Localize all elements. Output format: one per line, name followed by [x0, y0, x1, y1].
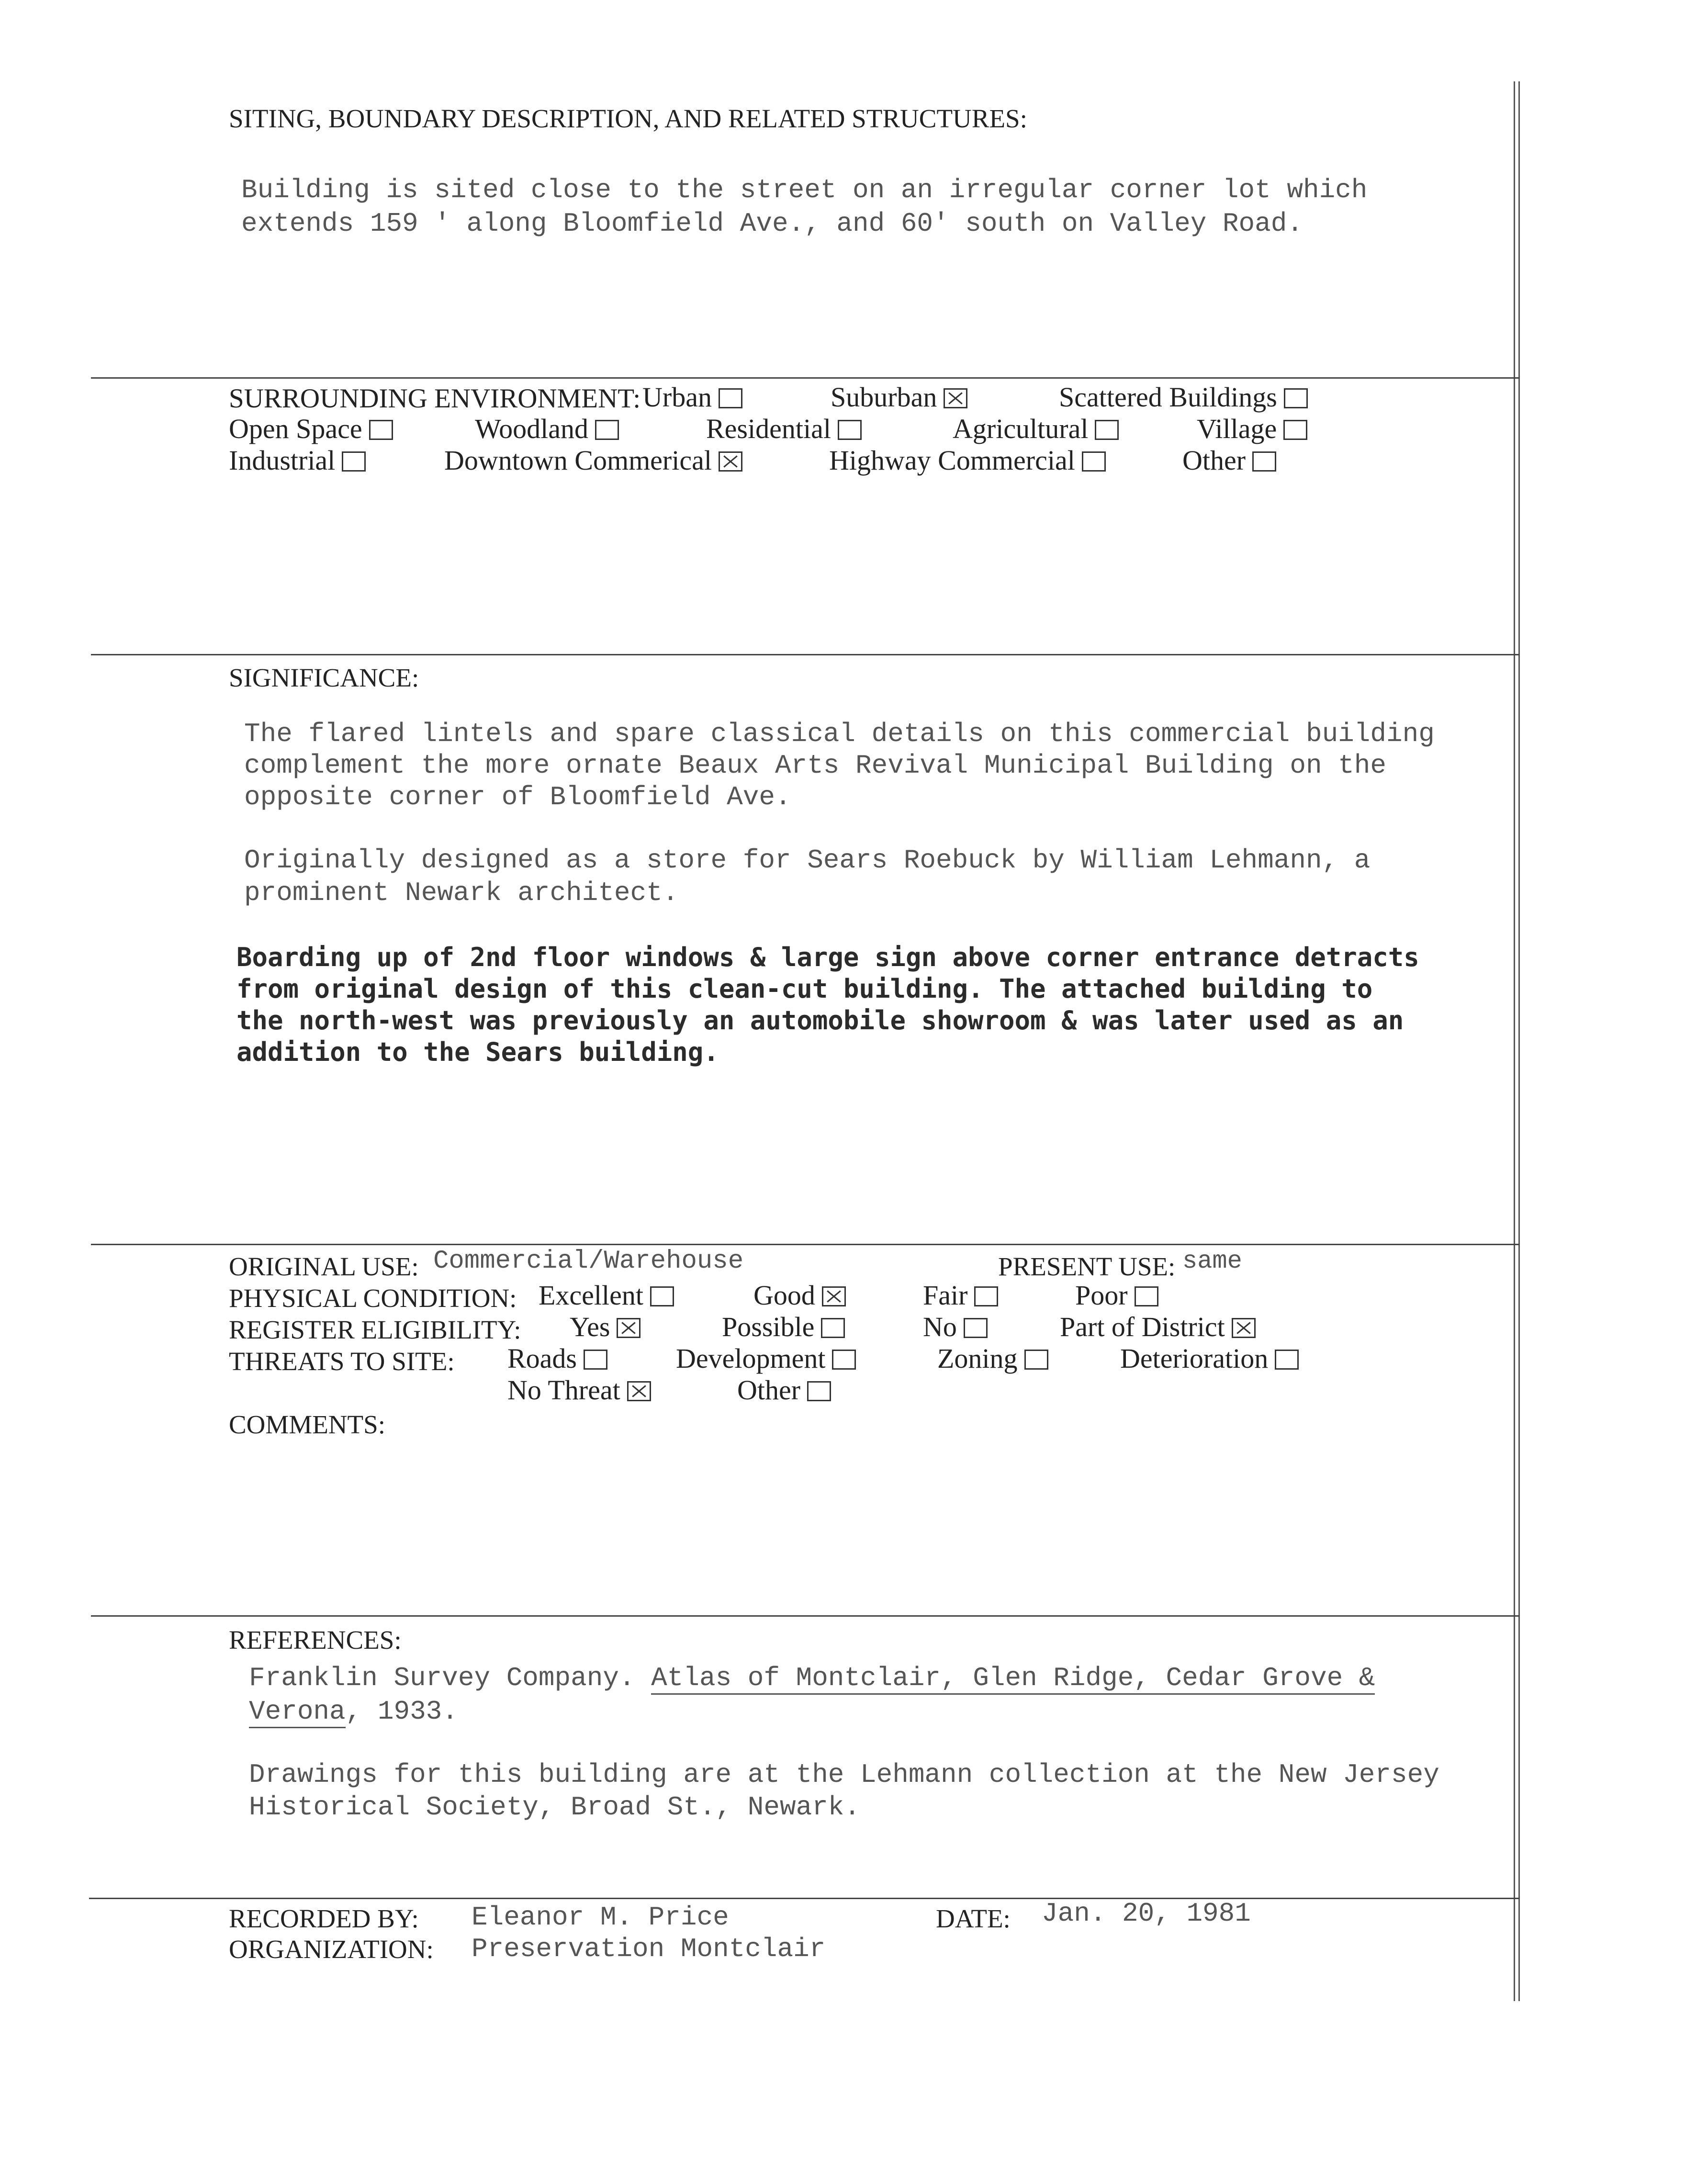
- section-divider: [89, 1898, 1519, 1899]
- checkbox-checked[interactable]: [1232, 1318, 1256, 1338]
- section-divider: [91, 1244, 1519, 1245]
- checkbox[interactable]: [1284, 388, 1308, 408]
- register-option-possible[interactable]: Possible: [722, 1311, 845, 1343]
- threat-option-zoning[interactable]: Zoning: [937, 1342, 1048, 1374]
- date-value: Jan. 20, 1981: [1042, 1898, 1251, 1929]
- condition-option-poor[interactable]: Poor: [1075, 1279, 1158, 1311]
- condition-option-excellent[interactable]: Excellent: [539, 1279, 674, 1311]
- checkbox[interactable]: [1024, 1350, 1048, 1370]
- env-option-village[interactable]: Village: [1197, 413, 1307, 445]
- section-divider: [91, 1615, 1519, 1617]
- significance-para3-line-1: Boarding up of 2nd floor windows & large sign above corner entrance detracts: [236, 942, 1419, 972]
- env-option-downtown-commercial[interactable]: Downtown Commerical: [444, 444, 742, 476]
- checkbox[interactable]: [1095, 420, 1119, 440]
- condition-option-fair[interactable]: Fair: [923, 1279, 998, 1311]
- checkbox-checked[interactable]: [627, 1381, 651, 1401]
- threat-option-deterioration[interactable]: Deterioration: [1120, 1342, 1299, 1374]
- reference-1-line-1: [249, 1661, 1375, 1695]
- checkbox[interactable]: [1135, 1286, 1158, 1306]
- reference-1-title-cont: Verona: [249, 1696, 346, 1728]
- original-use-label: ORIGINAL USE:: [229, 1252, 419, 1281]
- checkbox[interactable]: [1275, 1350, 1299, 1370]
- threat-option-no-threat[interactable]: No Threat: [507, 1374, 651, 1406]
- register-option-no[interactable]: No: [923, 1311, 988, 1343]
- checkbox-checked[interactable]: [822, 1286, 846, 1306]
- checkbox[interactable]: [584, 1350, 607, 1370]
- reference-2-line-2: Historical Society, Broad St., Newark.: [249, 1792, 861, 1823]
- present-use-label: PRESENT USE:: [998, 1252, 1176, 1281]
- section-divider: [91, 654, 1519, 655]
- recorded-by-label: RECORDED BY:: [229, 1904, 419, 1933]
- checkbox[interactable]: [1283, 420, 1307, 440]
- reference-1-line-2: [249, 1695, 458, 1728]
- right-border-line: [1514, 81, 1515, 2001]
- checkbox-checked[interactable]: [617, 1318, 640, 1338]
- env-option-highway-commercial[interactable]: Highway Commercial: [829, 444, 1106, 476]
- checkbox[interactable]: [821, 1318, 845, 1338]
- checkbox[interactable]: [719, 388, 742, 408]
- present-use-value: same: [1182, 1247, 1242, 1275]
- env-option-suburban[interactable]: Suburban: [831, 381, 967, 413]
- threats-label: THREATS TO SITE:: [229, 1347, 455, 1376]
- section-divider: [91, 377, 1519, 379]
- significance-para3-line-4: addition to the Sears building.: [236, 1037, 719, 1067]
- organization-value: Preservation Montclair: [472, 1934, 826, 1964]
- checkbox[interactable]: [807, 1381, 831, 1401]
- right-border-line-inner: [1518, 81, 1520, 2001]
- threat-option-development[interactable]: Development: [676, 1342, 856, 1374]
- env-option-woodland[interactable]: Woodland: [475, 413, 619, 445]
- checkbox[interactable]: [1082, 451, 1106, 472]
- checkbox[interactable]: [595, 420, 619, 440]
- register-option-part-of-district[interactable]: Part of District: [1060, 1311, 1256, 1343]
- date-label: DATE:: [936, 1904, 1011, 1933]
- siting-heading: SITING, BOUNDARY DESCRIPTION, AND RELATED STRUCTURES:: [229, 104, 1027, 133]
- env-option-other[interactable]: Other: [1182, 444, 1276, 476]
- environment-heading: SURROUNDING ENVIRONMENT:: [229, 383, 641, 414]
- physical-condition-label: PHYSICAL CONDITION:: [229, 1283, 517, 1313]
- significance-para1-line-1: The flared lintels and spare classical details on this commercial building: [244, 719, 1435, 749]
- checkbox[interactable]: [838, 420, 862, 440]
- register-eligibility-label: REGISTER ELIGIBILITY:: [229, 1315, 521, 1344]
- env-option-agricultural[interactable]: Agricultural: [953, 413, 1119, 445]
- threat-option-roads[interactable]: Roads: [507, 1342, 607, 1374]
- env-option-residential[interactable]: Residential: [706, 413, 862, 445]
- checkbox[interactable]: [974, 1286, 998, 1306]
- significance-para2-line-1: Originally designed as a store for Sears Roebuck by William Lehmann, a: [244, 845, 1371, 876]
- original-use-value: Commercial/Warehouse: [433, 1247, 744, 1276]
- siting-line-2: extends 159 ' along Bloomfield Ave., and 60' south on Valley Road.: [241, 208, 1303, 239]
- recorded-by-value: Eleanor M. Price: [472, 1902, 729, 1933]
- significance-para2-line-2: prominent Newark architect.: [244, 878, 679, 908]
- checkbox[interactable]: [964, 1318, 988, 1338]
- significance-para3-line-3: the north-west was previously an automobile showroom & was later used as an: [236, 1005, 1404, 1035]
- env-option-scattered-buildings[interactable]: Scattered Buildings: [1059, 381, 1308, 413]
- checkbox[interactable]: [832, 1350, 856, 1370]
- reference-1-year: , 1933.: [345, 1696, 458, 1727]
- comments-label: COMMENTS:: [229, 1410, 385, 1439]
- reference-2-line-1: Drawings for this building are at the Lehmann collection at the New Jersey: [249, 1759, 1439, 1790]
- organization-label: ORGANIZATION:: [229, 1935, 434, 1964]
- checkbox[interactable]: [1252, 451, 1276, 472]
- significance-heading: SIGNIFICANCE:: [229, 663, 419, 692]
- env-option-urban[interactable]: Urban: [642, 381, 742, 413]
- references-heading: REFERENCES:: [229, 1625, 402, 1655]
- threat-option-other[interactable]: Other: [737, 1374, 831, 1406]
- reference-1-author: Franklin Survey Company.: [249, 1663, 635, 1693]
- significance-para3-line-2: from original design of this clean-cut building. The attached building to: [236, 974, 1373, 1004]
- env-option-open-space[interactable]: Open Space: [229, 413, 393, 445]
- condition-option-good[interactable]: Good: [753, 1279, 846, 1311]
- register-option-yes[interactable]: Yes: [570, 1311, 640, 1343]
- checkbox[interactable]: [342, 451, 366, 472]
- checkbox-checked[interactable]: [944, 388, 967, 408]
- significance-para1-line-2: complement the more ornate Beaux Arts Revival Municipal Building on the: [244, 750, 1386, 781]
- checkbox[interactable]: [369, 420, 393, 440]
- significance-para1-line-3: opposite corner of Bloomfield Ave.: [244, 782, 791, 812]
- checkbox[interactable]: [650, 1286, 674, 1306]
- env-option-industrial[interactable]: Industrial: [229, 444, 366, 476]
- reference-1-title: Atlas of Montclair, Glen Ridge, Cedar Grove &: [651, 1663, 1375, 1695]
- checkbox-checked[interactable]: [719, 451, 742, 472]
- siting-line-1: Building is sited close to the street on an irregular corner lot which: [241, 175, 1368, 205]
